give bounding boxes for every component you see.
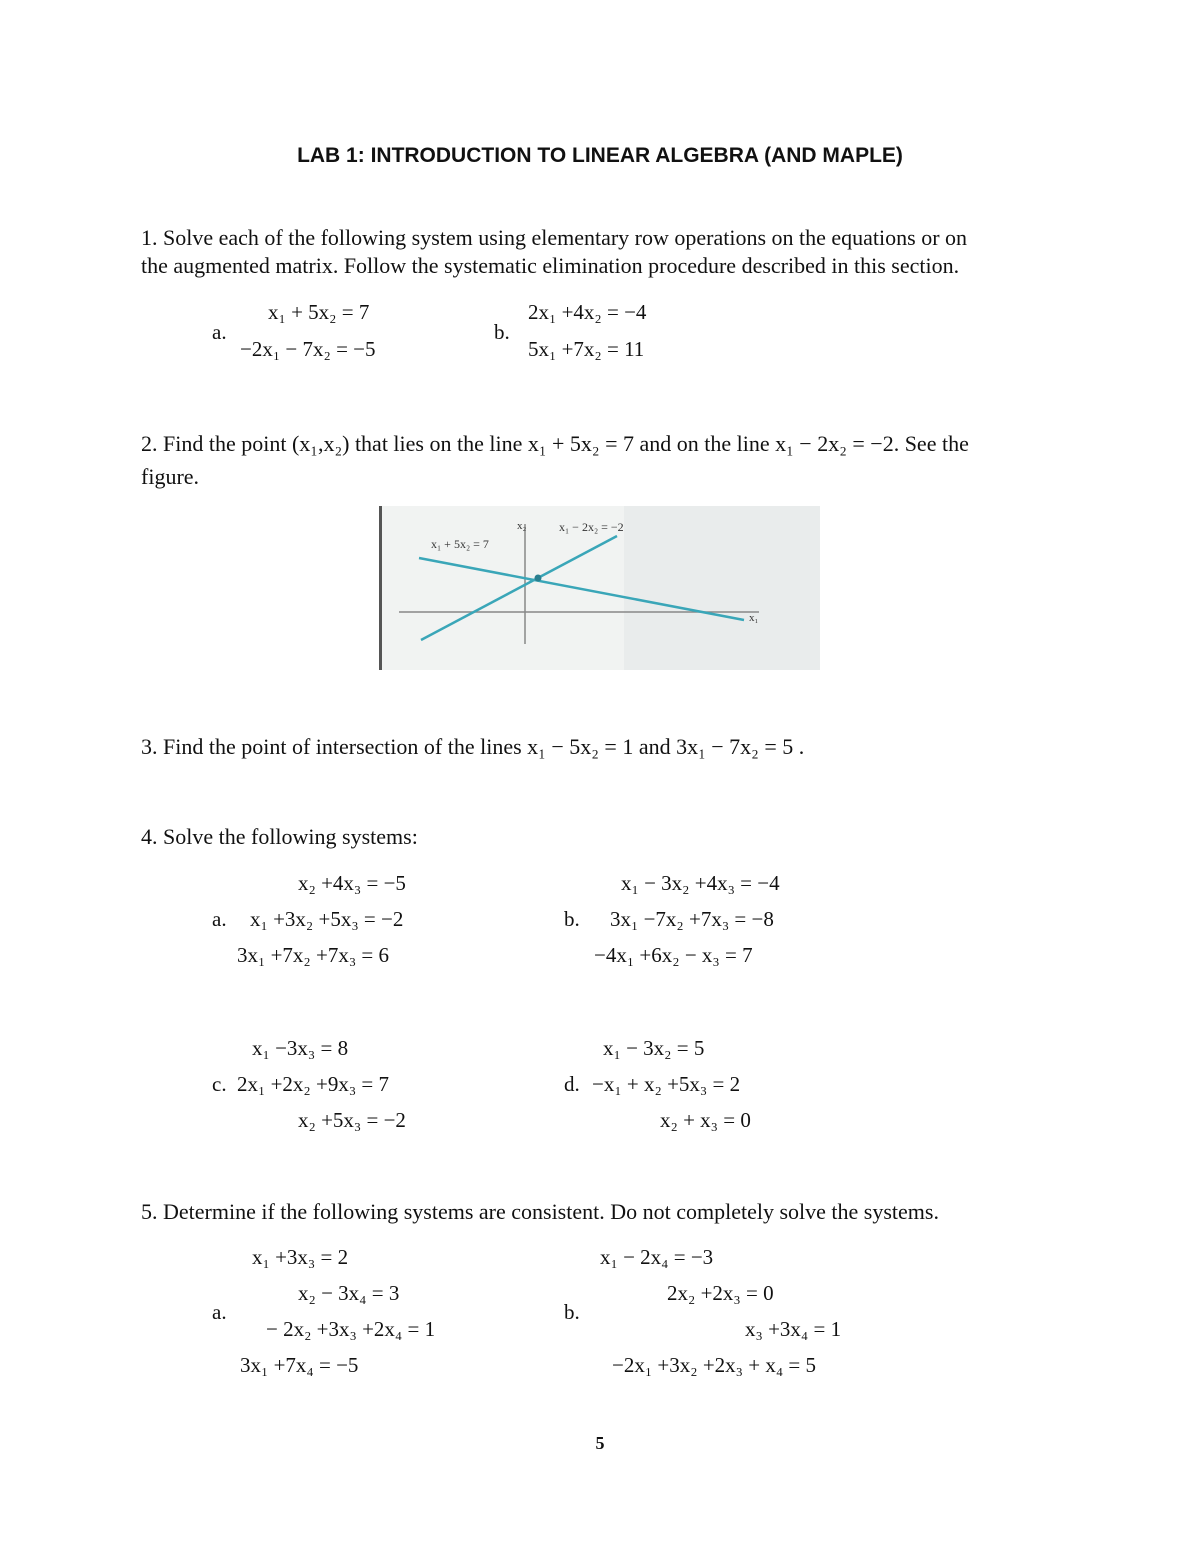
intersection-point [535,575,542,582]
q4-a-label: a. [212,907,227,931]
figure-left-edge [379,506,382,670]
q3-text: 3. Find the point of intersection of the lines x₁ − 5x₂ = 1 and 3x₁ − 7x₂ = 5 . [141,734,805,759]
figure-label-line2: x₁ − 2x₂ = −2 [559,520,624,534]
q1-text-line2: the augmented matrix. Follow the systematic elimination procedure described in this section. [141,253,960,278]
q1-b-eq2: 5x₁ +7x₂ = 11 [528,337,645,361]
q4-d-eq3: x₂ + x₃ = 0 [660,1108,751,1132]
q4-d-label: d. [564,1072,580,1096]
q1-a-eq1: x₁ + 5x₂ = 7 [268,300,370,324]
q1-text-line1: 1. Solve each of the following system using elementary row operations on the equations or on [141,225,968,250]
q4-c-eq1: x₁ −3x₃ = 8 [252,1036,349,1060]
q4-a-eq1: x₂ +4x₃ = −5 [298,871,406,895]
q1-a-eq2: −2x₁ − 7x₂ = −5 [240,337,376,361]
q1-b-eq1: 2x₁ +4x₂ = −4 [528,300,647,324]
q4-d-eq1: x₁ − 3x₂ = 5 [603,1036,705,1060]
q2-text-line2: figure. [141,464,200,489]
page-number: 5 [595,1433,605,1453]
lines-figure [379,506,820,670]
q4-c-eq2: 2x₁ +2x₂ +9x₃ = 7 [237,1072,389,1096]
q5-b-label: b. [564,1300,580,1324]
q4-b-eq2: 3x₁ −7x₂ +7x₃ = −8 [610,907,774,931]
q4-c-label: c. [212,1072,227,1096]
q4-a-eq3: 3x₁ +7x₂ +7x₃ = 6 [237,943,389,967]
q4-b-eq3: −4x₁ +6x₂ − x₃ = 7 [594,943,753,967]
figure-label-line1: x₁ + 5x₂ = 7 [431,537,489,551]
q4-a-eq2: x₁ +3x₂ +5x₃ = −2 [250,907,404,931]
figure-faded-region [624,506,820,670]
q1-b-label: b. [494,320,510,344]
q1-a-label: a. [212,320,227,344]
q5-a-eq3: − 2x₂ +3x₃ +2x₄ = 1 [266,1317,436,1341]
q5-b-eq1: x₁ − 2x₄ = −3 [600,1245,714,1269]
q4-heading: 4. Solve the following systems: [141,824,418,849]
q5-heading: 5. Determine if the following systems are consistent. Do not completely solve the systems. [141,1199,939,1224]
q5-b-eq4: −2x₁ +3x₂ +2x₃ + x₄ = 5 [612,1353,817,1377]
q4-b-label: b. [564,907,580,931]
q5-a-label: a. [212,1300,227,1324]
q4-d-eq2: −x₁ + x₂ +5x₃ = 2 [592,1072,741,1096]
q2-text-line1: 2. Find the point (x₁,x₂) that lies on the line x₁ + 5x₂ = 7 and on the line x₁ − 2x₂ = −2. See the [141,431,969,456]
q5-a-eq4: 3x₁ +7x₄ = −5 [240,1353,359,1377]
figure-axis-y-label: x₂ [517,520,527,532]
q5-a-eq1: x₁ +3x₃ = 2 [252,1245,349,1269]
q5-b-eq3: x₃ +3x₄ = 1 [745,1317,842,1341]
q5-a-eq2: x₂ − 3x₄ = 3 [298,1281,400,1305]
q4-b-eq1: x₁ − 3x₂ +4x₃ = −4 [621,871,780,895]
figure-svg [379,506,820,670]
q5-b-eq2: 2x₂ +2x₃ = 0 [667,1281,774,1305]
figure-axis-x-label: x₁ [749,612,759,624]
q4-c-eq3: x₂ +5x₃ = −2 [298,1108,406,1132]
page-title: LAB 1: INTRODUCTION TO LINEAR ALGEBRA (AND MAPLE) [297,144,903,167]
